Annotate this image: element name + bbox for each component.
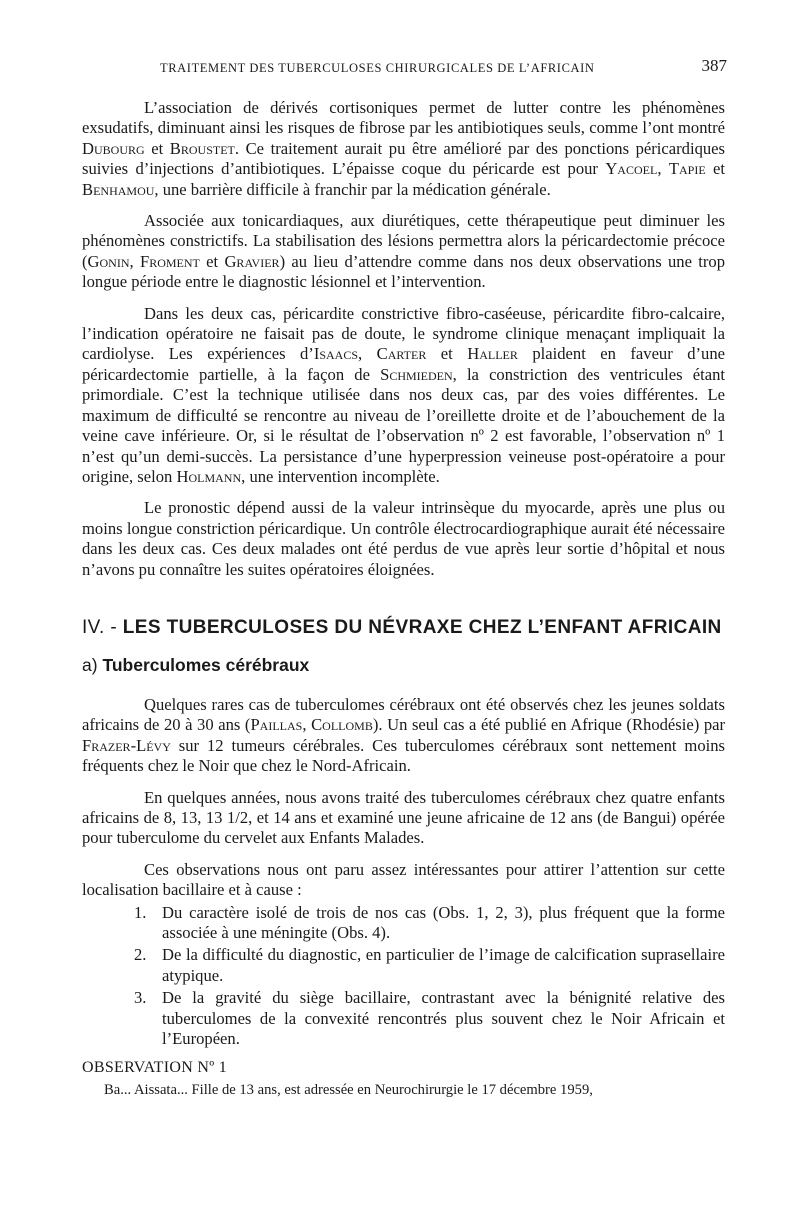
list-item-number: 3. xyxy=(134,988,147,1008)
text-run: et xyxy=(426,344,468,364)
author-name: Collomb xyxy=(311,715,373,735)
text-run: ) au lieu d’attendre comme dans nos deux observations une trop longue période entre le diagnostic lésionnel et l’intervention. xyxy=(82,251,725,292)
text-run: , xyxy=(302,715,312,735)
list-item-text: Du caractère isolé de trois de nos cas (Obs. 1, 2, 3), plus fréquent que la forme associée à une méningite (Obs. 4). xyxy=(162,902,725,942)
text-run: Quelques rares cas de tuberculomes cérébraux ont été observés chez les jeunes soldats africains de 20 à 30 ans ( xyxy=(82,694,725,735)
list-item xyxy=(82,988,725,1049)
list-item-text: De la difficulté du diagnostic, en particulier de l’image de calcification suprasellaire atypique. xyxy=(162,945,725,985)
paragraph xyxy=(82,788,725,849)
paragraph xyxy=(82,211,725,293)
text-run: et xyxy=(144,138,170,158)
author-name: Carter xyxy=(376,344,427,364)
numbered-list xyxy=(82,903,725,1050)
author-name: Frazer-Lévy xyxy=(82,735,171,755)
author-name: Tapie xyxy=(668,159,706,179)
text-run: Associée aux tonicardiaques, aux diurétiques, cette thérapeutique peut diminuer les phénomènes constrictifs. La stabilisation des lésions permettra alors la péricardectomie précoce ( xyxy=(82,211,725,271)
subsection-label: a) xyxy=(82,654,98,675)
list-item-number: 1. xyxy=(134,902,147,922)
text-run: , la constriction des ventricules étant primordiale. C’est la technique utilisée dans nos deux cas, par des voies différentes. Le maximum de difficulté se rencontre au niveau de l’oreillette droite et de l’abouchement de la veine cave inférieure. Or, si le résultat de l’observation nº 2 est favorable, l’observation nº 1 n’est qu’un demi-succès. La persistance d’une hyperpression veineuse post-opératoire a pour origine, selon xyxy=(82,364,725,486)
paragraph xyxy=(82,98,725,200)
text-section-tuberculomas xyxy=(82,695,725,901)
text-run: , xyxy=(358,344,377,364)
author-name: Dubourg xyxy=(82,138,145,158)
observation-text: Ba... Aissata... Fille de 13 ans, est adressée en Neurochirurgie le 17 décembre 1959, xyxy=(104,1082,593,1099)
author-name: Isaacs xyxy=(313,344,359,364)
paragraph xyxy=(82,304,725,488)
list-item-number: 2. xyxy=(134,945,147,965)
subsection-title: Tuberculomes cérébraux xyxy=(102,654,310,675)
text-run: sur 12 tumeurs cérébrales. Ces tuberculomes cérébraux sont nettement moins fréquents chez le Noir que chez le Nord-Africain. xyxy=(82,735,725,776)
text-run: et xyxy=(705,159,726,179)
running-header xyxy=(82,58,725,80)
text-run: Le pronostic dépend aussi de la valeur intrinsèque du myocarde, après une plus ou moins longue constriction péricardique. Un contrôle électrocardiographique aurait été nécessaire dans les deux cas. Ces deux malades ont été perdus de vue après leur sortie d’hôpital et nous n’avons pu connaître les suites opératoires éloignées. xyxy=(82,498,725,579)
author-name: Gonin xyxy=(87,251,130,271)
author-name: Haller xyxy=(467,344,518,364)
text-run: Dans les deux cas, péricardite constrictive fibro-caséeuse, péricardite fibro-calcaire, l’indication opératoire ne faisait pas de doute, le syndrome clinique menaçant impliquait la cardiolyse. Les expériences d’ xyxy=(82,303,725,364)
paragraph xyxy=(82,498,725,580)
page-number: 387 xyxy=(701,56,727,75)
text-section-pericarditis xyxy=(82,98,725,580)
page xyxy=(82,58,725,1100)
author-name: Holmann xyxy=(176,466,242,486)
text-run: , xyxy=(657,159,669,179)
author-name: Benhamou xyxy=(82,179,155,199)
text-run: , une barrière difficile à franchir par la médication générale. xyxy=(154,179,551,199)
author-name: Schmieden xyxy=(380,364,453,384)
list-item xyxy=(82,945,725,986)
author-name: Paillas xyxy=(250,715,303,735)
paragraph xyxy=(82,695,725,777)
author-name: Yacoel xyxy=(605,159,658,179)
author-name: Broustet xyxy=(169,138,235,158)
section-heading xyxy=(82,617,725,639)
running-title: TRAITEMENT DES TUBERCULOSES CHIRURGICALES DE L’AFRICAIN xyxy=(160,61,595,75)
text-run: , xyxy=(129,251,140,271)
text-run: L’association de dérivés cortisoniques permet de lutter contre les phénomènes exsudatifs, diminuant ainsi les risques de fibrose par les antibiotiques seuls, comme l’ont montré xyxy=(82,98,725,138)
author-name: Froment xyxy=(139,251,200,271)
author-name: Gravier xyxy=(224,251,280,271)
text-run: ). Un seul cas a été publié en Afrique (Rhodésie) par xyxy=(372,715,726,735)
text-run: Ces observations nous ont paru assez intéressantes pour attirer l’attention sur cette localisation bacillaire et à cause : xyxy=(82,859,725,900)
text-run: En quelques années, nous avons traité des tuberculomes cérébraux chez quatre enfants africains de 8, 13, 13 1/2, et 14 ans et examiné une jeune africaine de 12 ans (de Bangui) opérée pour tuberculome du cervelet aux Enfants Malades. xyxy=(82,787,725,848)
list-item xyxy=(82,903,725,944)
observation-title: OBSERVATION Nº 1 xyxy=(82,1059,228,1077)
paragraph xyxy=(82,860,725,901)
section-title: LES TUBERCULOSES DU NÉVRAXE CHEZ L’ENFANT AFRICAIN xyxy=(122,616,722,638)
text-run: . Ce traitement aurait pu être amélioré par des ponctions péricardiques suivies d’injections d’antibiotiques. L’épaisse coque du péricarde est pour xyxy=(82,138,725,179)
subsection-heading xyxy=(82,655,725,676)
text-run: et xyxy=(199,251,225,271)
section-number: IV. - xyxy=(82,616,118,638)
list-item-text: De la gravité du siège bacillaire, contrastant avec la bénignité relative des tuberculomes de la convexité rencontrés plus souvent chez le Noir Africain et l’Européen. xyxy=(162,988,725,1049)
text-run: plaident en faveur d’une péricardectomie partielle, à la façon de xyxy=(82,344,725,384)
text-run: , une intervention incomplète. xyxy=(241,466,440,486)
